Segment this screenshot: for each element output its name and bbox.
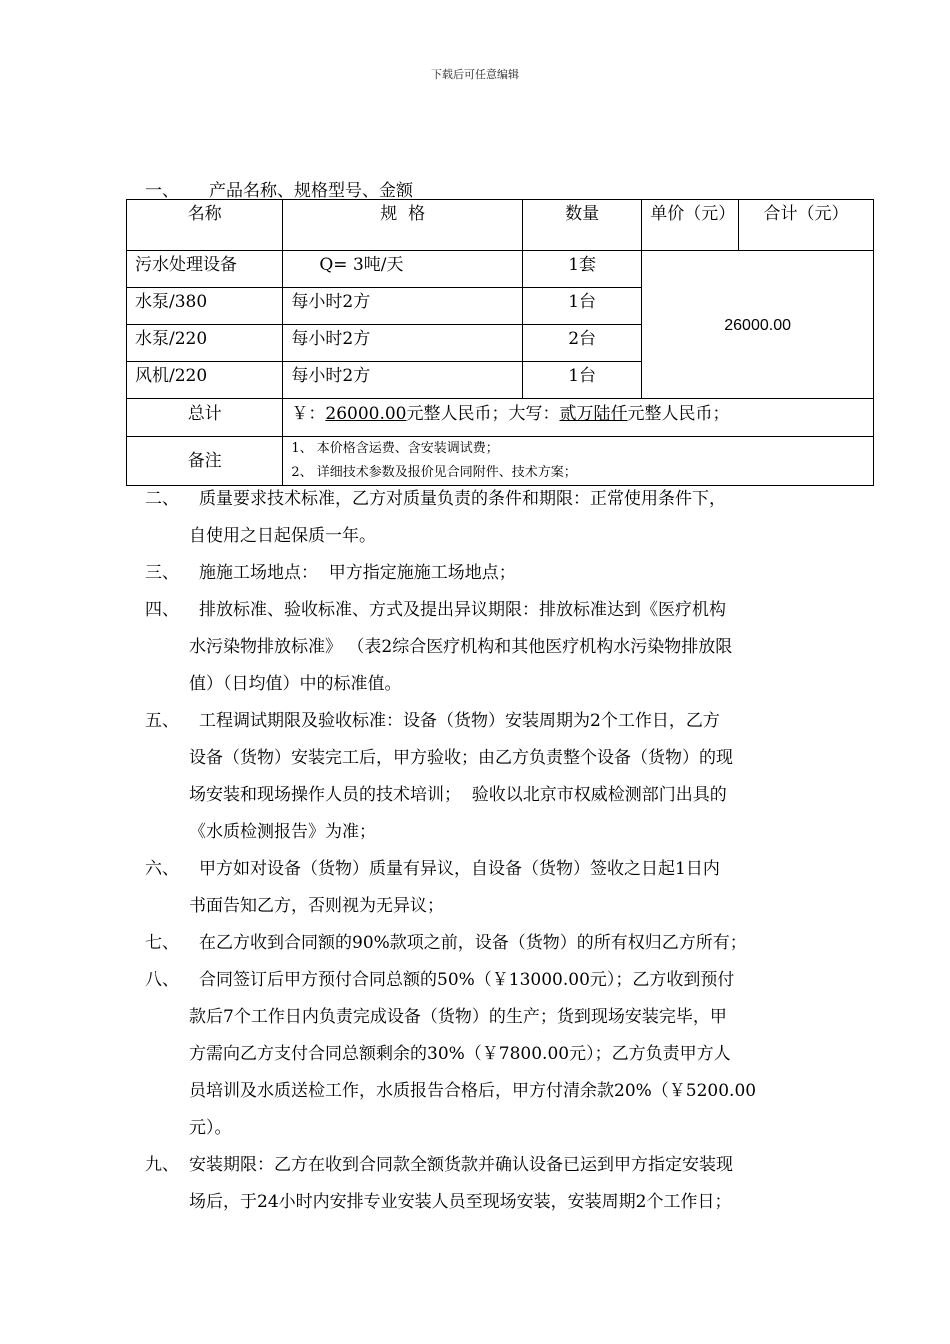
- note-line: 1、 本价格含运费、含安装调试费；: [291, 441, 499, 456]
- clause-line: 设备（货物）安装完工后，甲方验收；由乙方负责整个设备（货物）的现: [189, 748, 733, 768]
- total-suffix: 元整人民币；: [627, 404, 730, 424]
- header-subtotal: 合计（元）: [739, 200, 874, 251]
- row-name: 水泵/380: [127, 288, 283, 325]
- clause-line: 在乙方收到合同额的90%款项之前，设备（货物）的所有权归乙方所有；: [199, 933, 747, 953]
- clause-5: [145, 703, 815, 851]
- row-spec: 每小时2方: [283, 288, 523, 325]
- row-name: 水泵/220: [127, 325, 283, 362]
- clause-2: [145, 481, 815, 555]
- row-name: 污水处理设备: [127, 251, 283, 288]
- section-1-number: 一、: [145, 181, 179, 201]
- row-spec: Q= 3吨/天: [283, 251, 523, 288]
- section-1-title: 产品名称、规格型号、金额: [209, 181, 413, 201]
- clause-line: 元）。: [189, 1118, 232, 1138]
- clause-line: 款后7个工作日内负责完成设备（货物）的生产；货到现场安装完毕，甲: [189, 1007, 727, 1027]
- clause-4: [145, 592, 815, 703]
- clause-line: 施施工场地点： 甲方指定施施工场地点；: [199, 563, 516, 583]
- clause-line: 安装期限：乙方在收到合同款全额货款并确认设备已运到甲方指定安装现: [189, 1155, 733, 1175]
- clause-number: 九、: [145, 1155, 179, 1175]
- clause-number: 四、: [145, 600, 179, 620]
- header-note: 下载后可任意编辑: [431, 68, 519, 81]
- clause-9: [145, 1147, 815, 1221]
- clause-number: 五、: [145, 711, 179, 731]
- clause-7: [145, 925, 815, 962]
- clause-line: 场安装和现场操作人员的技术培训； 验收以北京市权威检测部门出具的: [189, 785, 727, 805]
- table-row: [127, 251, 874, 288]
- header-unit-price: 单价（元）: [642, 200, 739, 251]
- clause-line: 甲方如对设备（货物）质量有异议，自设备（货物）签收之日起1日内: [199, 859, 720, 879]
- contract-clauses: [145, 481, 815, 1221]
- clause-number: 七、: [145, 933, 179, 953]
- total-label: 总计: [127, 399, 283, 437]
- row-qty: 1套: [523, 251, 642, 288]
- product-table: [126, 199, 874, 486]
- clause-line: 排放标准、验收标准、方式及提出异议期限：排放标准达到《医疗机构: [199, 600, 726, 620]
- header-qty: 数量: [523, 200, 642, 251]
- clause-3: [145, 555, 815, 592]
- clause-line: 员培训及水质送检工作，水质报告合格后，甲方付清余款20%（￥5200.00: [189, 1081, 757, 1101]
- row-name: 风机/220: [127, 362, 283, 399]
- row-qty: 1台: [523, 362, 642, 399]
- total-row: [127, 399, 874, 437]
- total-words: 贰万陆仟: [559, 404, 628, 424]
- row-spec: 每小时2方: [283, 362, 523, 399]
- note-label: 备注: [127, 437, 283, 486]
- clause-line: 方需向乙方支付合同总额剩余的30%（￥7800.00元）；乙方负责甲方人: [189, 1044, 731, 1064]
- clause-line: 水污染物排放标准》 （表2综合医疗机构和其他医疗机构水污染物排放限: [189, 637, 733, 657]
- merged-total-cell: 26000.00: [642, 251, 874, 399]
- note-line: 2、 详细技术参数及报价见合同附件、技术方案；: [291, 465, 577, 480]
- clause-line: 值）（日均值）中的标准值。: [189, 674, 402, 694]
- total-value: [283, 399, 874, 437]
- note-content: [283, 437, 874, 486]
- row-qty: 2台: [523, 325, 642, 362]
- header-name: 名称: [127, 200, 283, 251]
- clause-number: 六、: [145, 859, 179, 879]
- row-qty: 1台: [523, 288, 642, 325]
- section-1-heading: [145, 176, 413, 201]
- clause-line: 质量要求技术标准，乙方对质量负责的条件和期限：正常使用条件下，: [199, 489, 726, 509]
- clause-line: 工程调试期限及验收标准：设备（货物）安装周期为2个工作日，乙方: [199, 711, 720, 731]
- clause-number: 二、: [145, 489, 179, 509]
- total-prefix: ￥：: [291, 404, 326, 424]
- clause-line: 书面告知乙方，否则视为无异议；: [189, 896, 444, 916]
- clause-number: 三、: [145, 563, 179, 583]
- clause-8: [145, 962, 815, 1147]
- clause-line: 合同签订后甲方预付合同总额的50%（￥13000.00元）；乙方收到预付: [199, 970, 735, 990]
- total-amount: 26000.00: [325, 404, 407, 424]
- clause-6: [145, 851, 815, 925]
- header-spec: 规 格: [283, 200, 523, 251]
- clause-line: 自使用之日起保质一年。: [189, 526, 376, 546]
- clause-number: 八、: [145, 970, 179, 990]
- clause-line: 场后，于24小时内安排专业安装人员至现场安装，安装周期2个工作日；: [189, 1192, 732, 1212]
- table-header-row: [127, 200, 874, 251]
- total-mid: 元整人民币；大写：: [406, 404, 560, 424]
- note-row: [127, 437, 874, 486]
- row-spec: 每小时2方: [283, 325, 523, 362]
- clause-line: 《水质检测报告》为准；: [189, 822, 376, 842]
